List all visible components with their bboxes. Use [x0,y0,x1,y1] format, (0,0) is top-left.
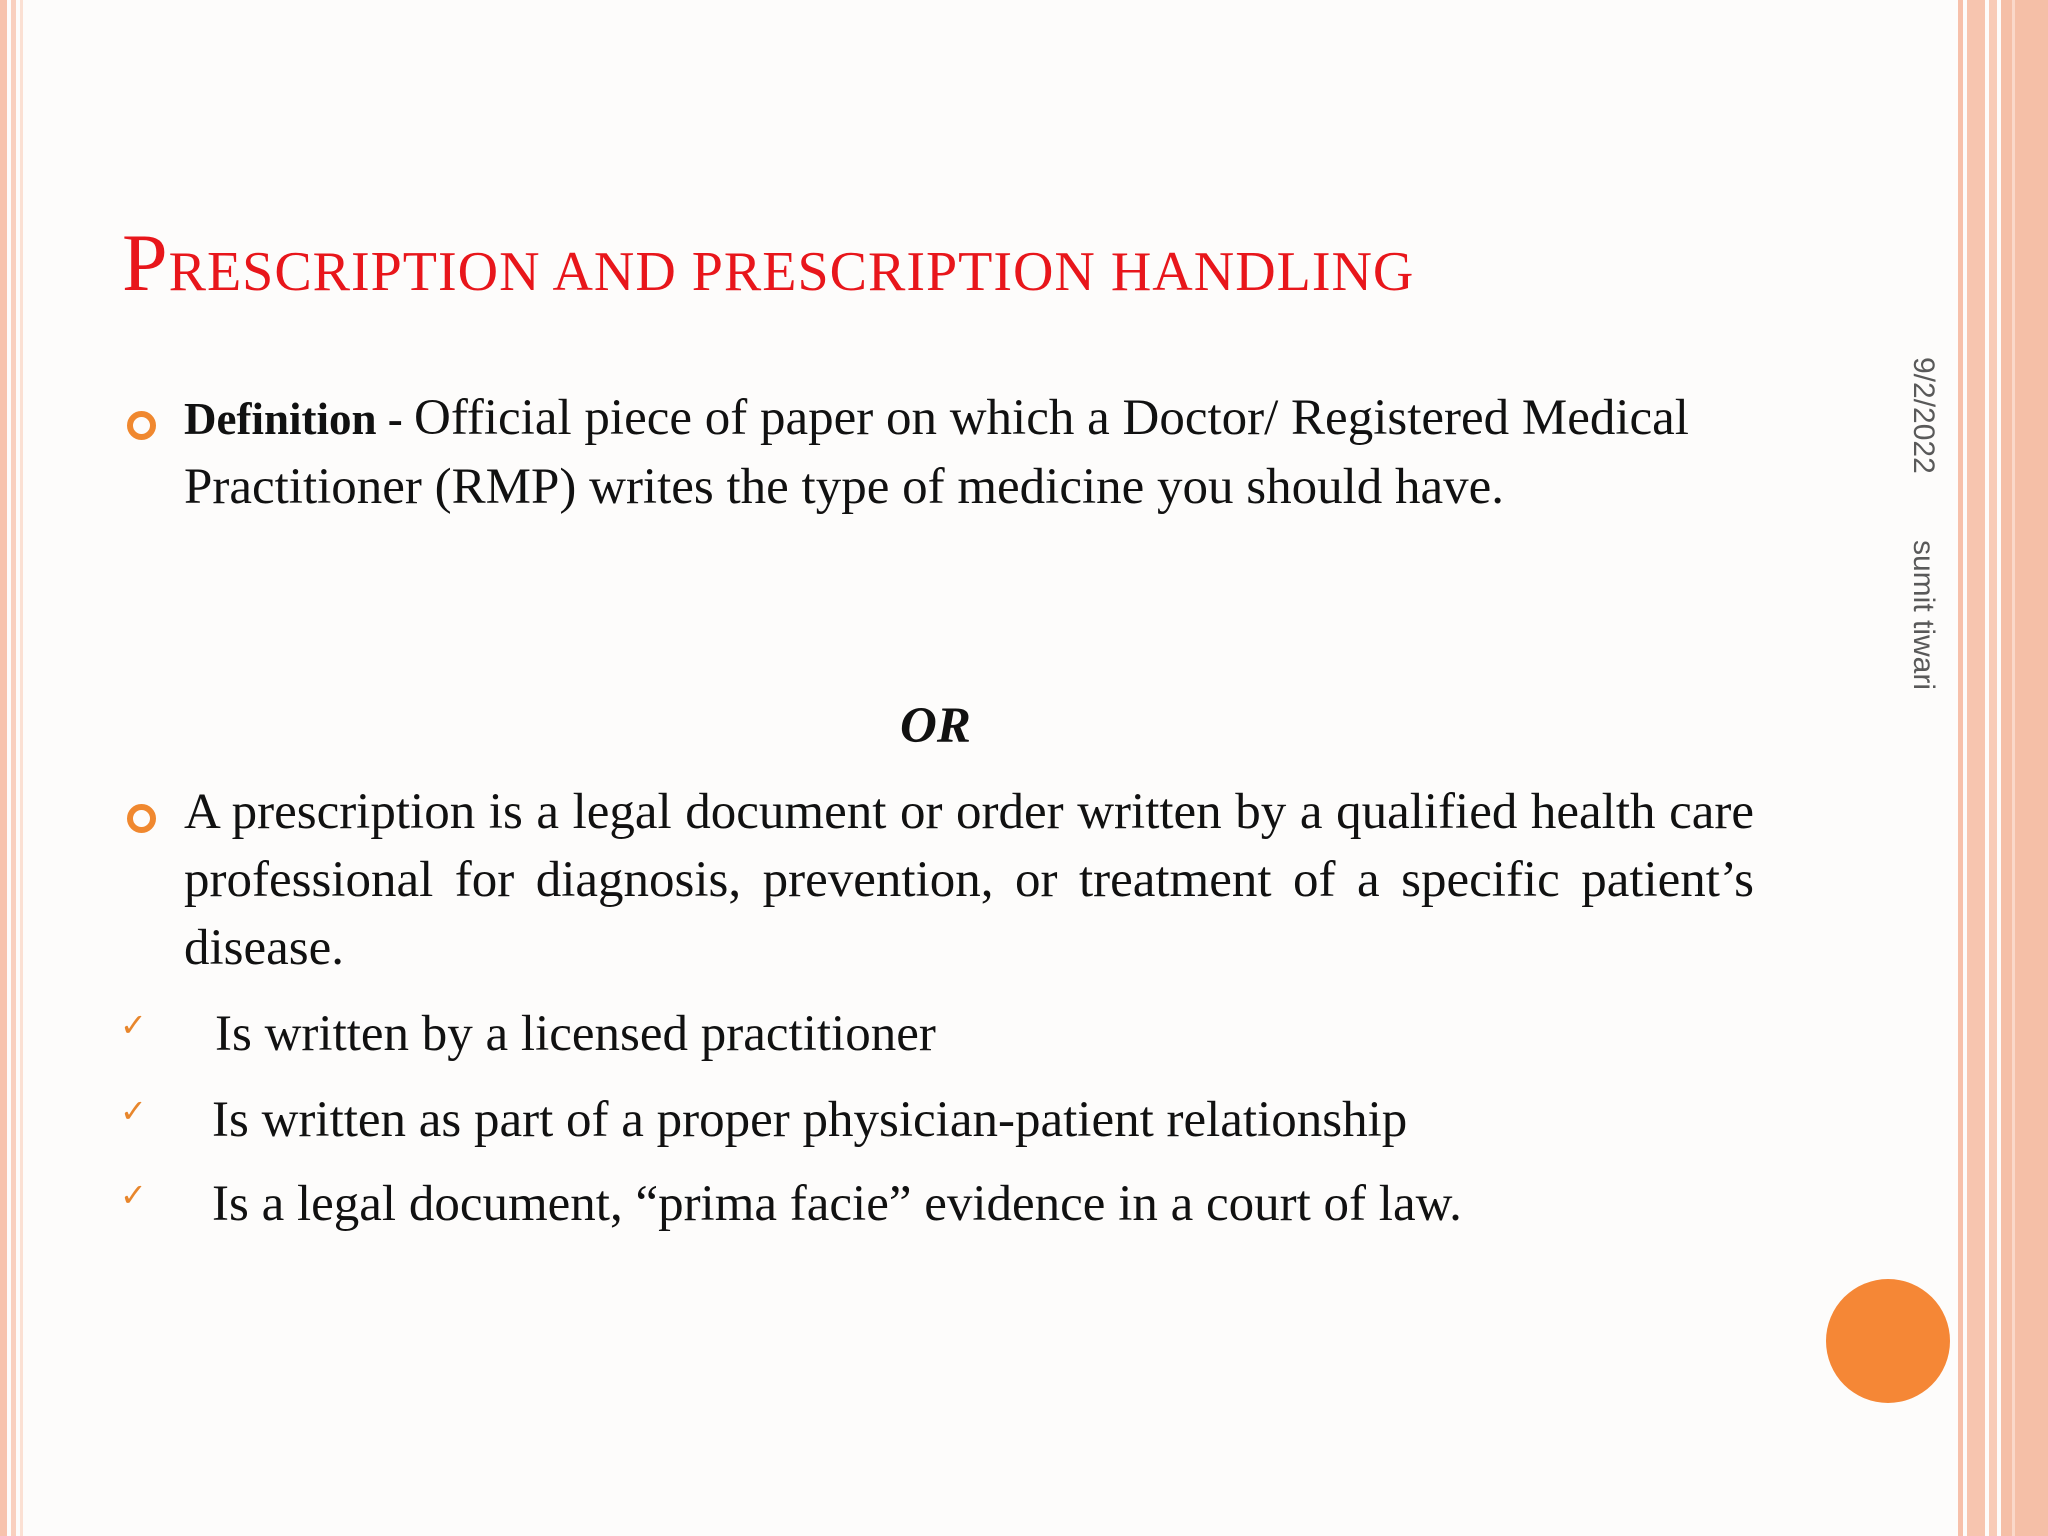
title-first-letter: P [122,217,169,308]
author-label: sumit tiwari [1907,540,1940,691]
right-decor-bar [2012,0,2015,1536]
checklist-item-text: Is written as part of a proper physician-patient relationship [212,1092,1408,1148]
right-decor-bar [1967,0,1985,1536]
left-stripe [0,0,7,1536]
circle-bullet-icon [127,411,156,440]
date-label: 9/2/2022 [1907,357,1940,474]
left-stripe [20,0,23,1536]
definition-label: Definition - [184,394,414,444]
checklist-item-text: Is a legal document, “prima facie” evidence in a court of law. [212,1176,1462,1232]
circle-bullet-icon [127,804,156,833]
checkmark-icon: ✓ [120,1092,147,1130]
definition-paragraph [184,384,1784,521]
checkmark-icon: ✓ [120,1006,147,1044]
orange-circle-decoration [1826,1279,1950,1403]
checklist-item-text: Is written by a licensed practitioner [215,1006,936,1062]
right-decor-bar [1958,0,1963,1536]
checkmark-icon: ✓ [120,1176,147,1214]
left-stripe [11,0,16,1536]
legal-document-paragraph: A prescription is a legal document or order written by a qualified health care professional for diagnosis, prevention, or treatment of a specific patient’s disease. [184,784,1754,976]
slide-title [122,214,1414,312]
title-rest: RESCRIPTION AND PRESCRIPTION HANDLING [168,241,1415,303]
right-decor-bar [1989,0,1997,1536]
right-decor-bar [2001,0,2048,1536]
definition-text: Official piece of paper on which a Doctor/ Registered Medical Practitioner (RMP) writes the type of medicine you should have. [184,390,1689,515]
or-separator: OR [900,698,971,754]
